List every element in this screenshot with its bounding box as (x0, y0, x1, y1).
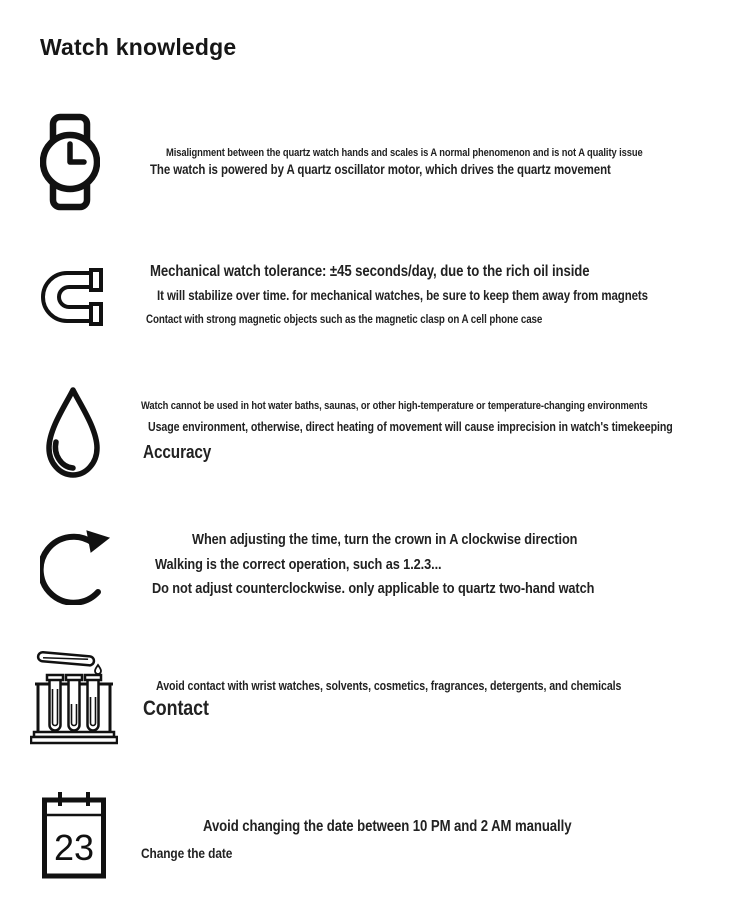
clockwise-arrow-icon (40, 519, 114, 605)
chemicals-note: Avoid contact with wrist watches, solvents, cosmetics, fragrances, detergents, and chemicals (156, 679, 622, 693)
date-change-warning: Avoid changing the date between 10 PM and 2 AM manually (203, 818, 572, 835)
magnet-icon (38, 263, 106, 331)
change-date-label: Change the date (141, 845, 233, 861)
water-drop-icon (42, 384, 104, 481)
test-tubes-icon (30, 642, 118, 745)
calendar-icon (41, 789, 107, 881)
accuracy-label: Accuracy (143, 442, 212, 462)
magnetic-objects-note: Contact with strong magnetic objects such as the magnetic clasp on A cell phone case (146, 314, 543, 326)
contact-label: Contact (143, 697, 209, 720)
counterclockwise-note: Do not adjust counterclockwise. only applicable to quartz two-hand watch (152, 580, 595, 597)
tolerance-note: Mechanical watch tolerance: ±45 seconds/day, due to the rich oil inside (150, 263, 590, 280)
wristwatch-icon (40, 112, 100, 212)
quartz-misalignment-note: Misalignment between the quartz watch hands and scales is A normal phenomenon and is not A quality issue (166, 147, 643, 159)
usage-environment-note: Usage environment, otherwise, direct heating of movement will cause imprecision in watch's timekeeping (148, 420, 673, 434)
stabilize-note: It will stabilize over time. for mechanical watches, be sure to keep them away from magnets (157, 288, 648, 303)
walking-note: Walking is the correct operation, such as 1.2.3... (155, 556, 442, 573)
hot-water-note: Watch cannot be used in hot water baths, saunas, or other high-temperature or temperature-changing environments (141, 400, 648, 412)
page-title: Watch knowledge (40, 34, 237, 60)
quartz-motor-note: The watch is powered by A quartz oscillator motor, which drives the quartz movement (150, 162, 611, 177)
clockwise-note: When adjusting the time, turn the crown in A clockwise direction (192, 531, 578, 548)
calendar-day-number: 23 (53, 827, 95, 868)
